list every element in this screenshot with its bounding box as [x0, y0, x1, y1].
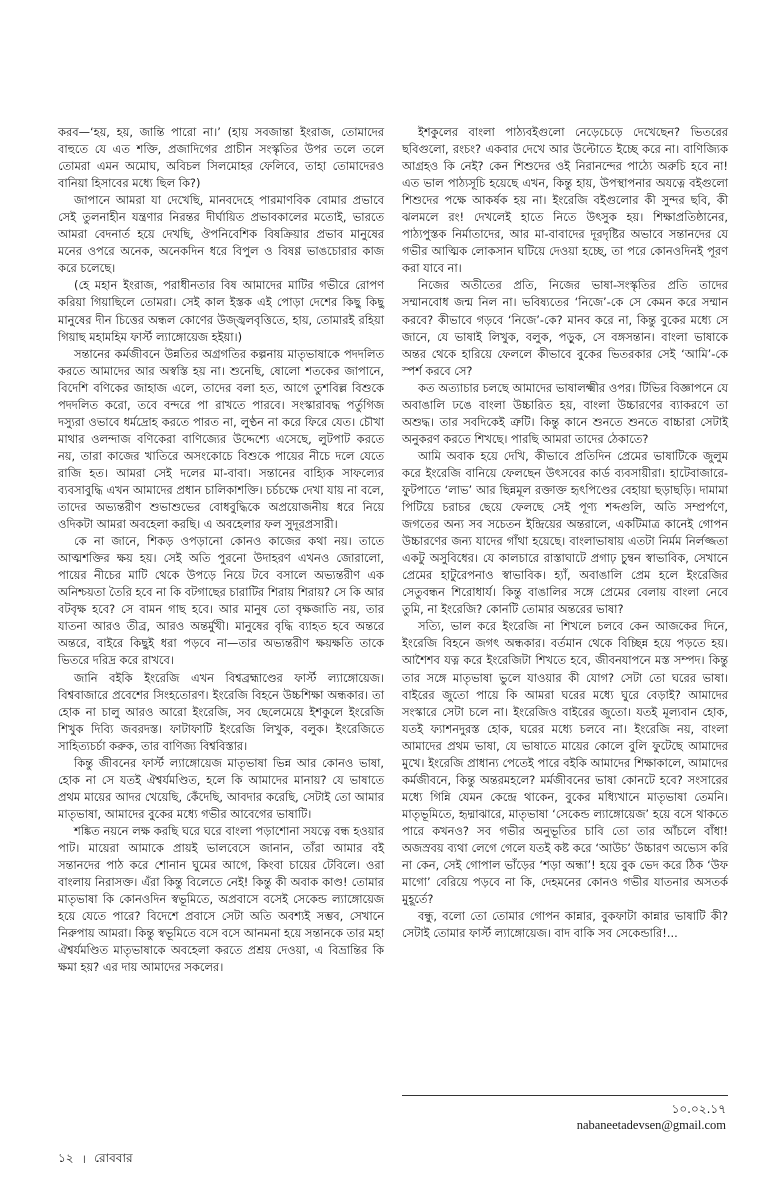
- paragraph: কে না জানে, শিকড় ওপড়ানো কোনও কাজের কথা নয়। তাতে আত্মশক্তির ক্ষয় হয়। সেই অতি পুরনো উদাহরণ এখনও জোরালো, পায়ের নীচের মাটি থেকে উপড়ে নিয়ে টবে বসালে অভ্যন্তরীণ এক অনিশ্চয়তা তৈরি হবে না কি বটগাছের চারাটির শিরায় শিরায়? সে কি আর বটবৃক্ষ হবে? সে বামন গাছ হবে। আর মানুষ তো বৃক্ষজাতি নয়, তার যাতনা আরও তীব্র, আরও অন্তর্মুখী। মানুষের বৃদ্ধি ব্যাহত হবে অন্তরে অন্তরে, বাইরে কিছুই ধরা পড়বে না—তার অভ্যন্তরীণ ক্ষয়ক্ষতি তাকে ভিতরে দরিদ্র করে রাখবে।: [58, 534, 384, 668]
- paragraph: করব—‘হয়, হয়, জান্তি পারো না।’ (হায় সবজান্তা ইংরাজ, তোমাদের বাহুতে যে এত শক্তি, প্রজাদিগের প্রাচীন সংস্কৃতির উপর তলে তলে তোমরা এমন অমোঘ, অবিচল সিলমোহর ফেলিবে, তাহা তোমাদেরও বানিয়া হিসাবের মধ্যে ছিল কি?): [58, 125, 384, 191]
- paragraph: জানি বইকি ইংরেজি এখন বিশ্বব্রহ্মাণ্ডের ফার্স্ট ল্যাঙ্গোয়েজ। বিশ্ববাজারে প্রবেশের সিংহতোরণ। ইংরেজি বিহনে উচ্চশিক্ষা অন্ধকার। তা হোক না চালু আরও আরো ইংরেজি, সব ছেলেমেয়ে ইশকুলে ইংরেজি শিখুক দিব্যি জবরদস্ত। ফাটাফাটি ইংরেজি লিখুক, বলুক। ইংরেজিতে সাহিত্যচর্চা করুক, তার বাণিজ্য বিশ্ববিস্তার।: [58, 670, 384, 753]
- paragraph: সত্যি, ভাল করে ইংরেজি না শিখলে চলবে কেন আজকের দিনে, ইংরেজি বিহনে জগৎ অন্ধকার। বর্তমান থেকে বিচ্ছিন্ন হয়ে পড়তে হয়। আশৈশব যত্ন করে ইংরেজিটা শিখতে হবে, জীবনযাপনে মস্ত সম্পদ। কিন্তু তার সঙ্গে মাতৃভাষা ভুলে যাওয়ার কী যোগ? সেটা তো ঘরের ভাষা। বাইরের জুতো পায়ে কি আমরা ঘরের মধ্যে ঘুরে বেড়াই? আমাদের সংস্কারে সেটা চলে না। ইংরেজিও বাইরের জুতো। যতই মূল্যবান হোক, যতই ফ্যাশনদুরস্ত হোক, ঘরের মধ্যে চলবে না। ইংরেজি নয়, বাংলা আমাদের প্রথম ভাষা, যে ভাষাতে মায়ের কোলে বুলি ফুটেছে আমাদের মুখে। ইংরেজি প্রাধান্য পেতেই পারে বইকি আমাদের শিক্ষাকালে, আমাদের কর্মজীবনে, কিন্তু অন্তরমহলে? মর্মজীবনের ভাষা কোনটে হবে? সংসারের মধ্যে গিন্নি যেমন কেন্দ্রে থাকেন, বুকের মধ্যিখানে মাতৃভাষা তেমনি। মাতৃভূমিতে, হৃদ্মাঝারে, মাতৃভাষা ‘সেকেন্ড ল্যাঙ্গোয়েজ’ হয়ে বসে থাকতে পারে কখনও? সব গভীর অনুভূতির চাবি তো তার আঁচলে বাঁধা! অজস্রবয় ব্যথা লেগে গেলে যতই কষ্ট করে ‘আউচ’ উচ্চারণ অভ্যেস করি না কেন, সেই গোপাল ভাঁড়ের ‘শড়া অন্ধা’! হয়ে বুক ভেদ করে ঠিক ‘উফ মাগো’ বেরিয়ে পড়বে না কি, দেহমনের কোনও গভীর যাতনার অসতর্ক মুহূর্তে?: [402, 619, 728, 907]
- article-column-left: [58, 124, 384, 976]
- paragraph: আমি অবাক হয়ে দেখি, কীভাবে প্রতিদিন প্রেমের ভাষাটিকে জুলুম করে ইংরেজি বানিয়ে ফেলছেন উৎসবের কার্ড ব্যবসায়ীরা। হাটেবাজারে-ফুটপাতে ‘লাভ’ আর ছিন্নমূল রক্তাক্ত হৃৎপিণ্ডের বেহায়া ছড়াছড়ি। দামামা পিটিয়ে চরাচর ছেয়ে ফেলছে সেই পূণ্য শব্দগুলি, অতি সম্প্রর্পণে, জগতের অন্য সব সচেতন ইন্দ্রিয়ের অন্তরালে, একটিমাত্র কানেই গোপন উচ্চারণের জন্য যাদের গাঁথা হয়েছে। বাংলাভাষায় এতটা নির্মম নির্লজ্জতা একটু অসুবিধের। যে কালচারে রাস্তাঘাটে প্রগাঢ় চুম্বন স্বাভাবিক, সেখানে প্রেমের হাটুরেপনাও স্বাভাবিক। হ্যাঁ, অবাঙালি প্রেম হলে ইংরেজির সেতুবন্ধন শিরোধার্য। কিন্তু বাঙালির সঙ্গে প্রেমের বেলায় বাংলা নেবে তুমি, না ইংরেজি? কোনটি তোমার অন্তরের ভাষা?: [402, 448, 728, 617]
- section-name: রোববার: [94, 1151, 133, 1165]
- paragraph: সন্তানের কর্মজীবনে উন্নতির অগ্রগতির কল্পনায় মাতৃভাষাকে পদদলিত করতে আমাদের আর অস্বস্তি হয় না। শুনেছি, ষোলো শতকের জাপানে, বিদেশি বণিকের জাহাজ এলে, তাদের বলা হত, আগে তুশবিল্ল বিশুকে পদদলিত করো, তবে বন্দরে পা রাখতে পারবে। সংস্কারাবদ্ধ পর্তুগিজ দস্যুরা ওভাবে ধর্মদ্রোহ করতে পারত না, লুণ্ঠন না করে ফিরে যেত। চৌখা মাথার ওলন্দাজ বণিকেরা বাণিজ্যের উদ্দেশ্যে এসেছে, লুটপাট করতে নয়, তারা কাজের খাতিরে অসংকোচে বিশুকে পায়ের নীচে দলে যেতে রাজি হত। আমরা সেই দলের মা-বাবা। সন্তানের বাহ্যিক সাফল্যের ব্যবসাবুদ্ধি এখন আমাদের প্রধান চালিকাশক্তি। চর্চচক্ষে দেখা যায় না বলে, তাদের অভ্যন্তরীণ শুভাশুভের বোধবুদ্ধিকে অপ্রয়োজনীয় ধরে নিয়ে ওদিকটা আমরা অবহেলা করছি। এ অবহেলার ফল সুদূরপ্রসারী।: [58, 346, 384, 532]
- paragraph: বন্ধু, বলো তো তোমার গোপন কান্নার, বুকফাটা কান্নার ভাষাটি কী? সেটাই তোমার ফার্স্ট ল্যাঙ্গোয়েজ। বাদ বাকি সব সেকেন্ডারি!...: [402, 909, 728, 941]
- paragraph: শঙ্কিত নয়নে লক্ষ করছি ঘরে ঘরে বাংলা পড়াশোনা সযত্নে বন্ধ হওয়ার পাট। মায়েরা আমাকে প্রায়ই ভালবেসে জানান, তাঁরা আমার বই সন্তানদের পাঠ করে শোনান ঘুমের আগে, কিংবা চায়ের টেবিলে। ওরা বাংলায় নিরাসক্ত। এঁরা কিন্তু বিলেতে নেই! কিন্তু কী অবাক কাণ্ড! তোমার মাতৃভাষা কি কোনওদিন স্বভূমিতে, অপ্রবাসে বসেই সেকেন্ড ল্যাঙ্গোয়েজ হয়ে যেতে পারে? বিদেশে প্রবাসে সেটা অতি অবশ্যই সম্ভব, সেখানে নিরুপায় আমরা। কিন্তু স্বভূমিতে বসে বসে আনমনা হয়ে সন্তানকে তার মহা ঐশ্বর্যমণ্ডিত মাতৃভাষাকে অবহেলা করতে প্রশ্রয় দেওয়া, এ বিভ্রান্তির কি ক্ষমা হয়? এর দায় আমাদের সকলের।: [58, 823, 384, 975]
- article-date: ১০.০২.১৭: [671, 1102, 726, 1116]
- article-column-right: [402, 124, 728, 942]
- paragraph: ইশকুলের বাংলা পাঠ্যবইগুলো নেড়েচেড়ে দেখেছেন? ভিতরের ছবিগুলো, রংচং? একবার দেখে আর উল্টোতে ইচ্ছে করে না। বাণিজ্যিক আগ্রহও কি নেই? কেন শিশুদের ওই নিরানন্দের পাঠ্যে অরুচি হবে না! এত ভাল পাঠ্যসূচি হয়েছে এখন, কিন্তু হায়, উপস্থাপনার অযত্নে বইগুলো শিশুদের পক্ষে আকর্ষক হয় না। ইংরেজি বইগুলোর কী সুন্দর ছবি, কী ঝলমলে রং! দেখলেই হাতে নিতে উৎসুক হয়। শিক্ষাপ্রতিষ্ঠানের, পাঠ্যপুস্তক নির্মাতাদের, আর মা-বাবাদের দূরদৃষ্টির অভাবে সন্তানদের যে গভীর আত্মিক লোকসান ঘটিয়ে দেওয়া হচ্ছে, তা পরে কোনওদিনই পূরণ করা যাবে না।: [402, 125, 728, 276]
- paragraph: নিজের অতীতের প্রতি, নিজের ভাষা-সংস্কৃতির প্রতি তাদের সম্মানবোধ জন্ম নিল না। ভবিষ্যতের ‘নিজে’-কে সে কেমন করে সম্মান করবে? কীভাবে গড়বে ‘নিজে’-কে? মানব করে না, কিন্তু বুকের মধ্যে সে জানে, যে ভাষাই লিখুক, বলুক, পড়ুক, সে বঙ্গসন্তান। বাংলা ভাষাকে অন্তর থেকে হারিয়ে ফেললে কীভাবে বুকের ভিতরকার সেই ‘আমি’-কে স্পর্শ করবে সে?: [402, 278, 728, 378]
- page-number: ১২: [58, 1151, 74, 1165]
- paragraph: কত অত্যাচার চলছে আমাদের ভাষালক্ষ্মীর ওপর। টিভির বিজ্ঞাপনে যে অবাঙালি ঢঙে বাংলা উচ্চারিত হয়, বাংলা উচ্চারণের ব্যাকরণে তা অশুদ্ধ। তার সবদিকেই ত্রুটি। কিন্তু কানে শুনতে শুনতে বাচ্চারা সেটাই অনুকরণ করতে শিখছে। পারছি আমরা তাদের ঠেকাতে?: [402, 380, 728, 446]
- author-email: nabaneetadevsen@gmail.com: [576, 1118, 726, 1132]
- signature-divider: [402, 1095, 728, 1096]
- paragraph: কিন্তু জীবনের ফার্স্ট ল্যাঙ্গোয়েজ মাতৃভাষা ভিন্ন আর কোনও ভাষা, হোক না সে যতই ঐশ্বর্যমণ্ডিত, হলে কি আমাদের মানায়? যে ভাষাতে প্রথম মায়ের আদর খেয়েছি, কেঁদেছি, আবদার করেছি, সেটাই তো আমার মাতৃভাষা, আমাদের বুকের মধ্যে গভীর আবেগের ভাষাটি।: [58, 755, 384, 821]
- footer-separator: ।: [81, 1152, 87, 1166]
- page-footer: [58, 1150, 133, 1170]
- paragraph: জাপানে আমরা যা দেখেছি, মানবদেহে পারমাণবিক বোমার প্রভাবে সেই তুলনাহীন যন্ত্রণার নিরন্তর দীর্ঘায়িত প্রভাবকালের মতোই, ভারতে আমরা বেদনার্ত হয়ে দেখছি, ঔপনিবেশিক বিষক্রিয়ার প্রভাব মানুষের মনের ওপরে অনেক, অনেকদিন ধরে বিপুল ও বিষণ্ণ ভাঙচোরার কাজ করে চলেছে।: [58, 193, 384, 276]
- paragraph: (হে মহান ইংরাজ, পরাধীনতার বিষ আমাদের মাটির গভীরে রোপণ করিয়া গিয়াছিলে তোমরা। সেই কাল ইস্তক এই পোড়া দেশের কিছু কিছু মানুষের দীন চিত্তের অন্ধল কোণের উজ্জ্বলবৃত্তিতে, হায়, তোমারই রহিয়া গিয়াছ মহামহিম ফার্স্ট ল্যাঙ্গোয়েজ হইয়া।): [58, 278, 384, 344]
